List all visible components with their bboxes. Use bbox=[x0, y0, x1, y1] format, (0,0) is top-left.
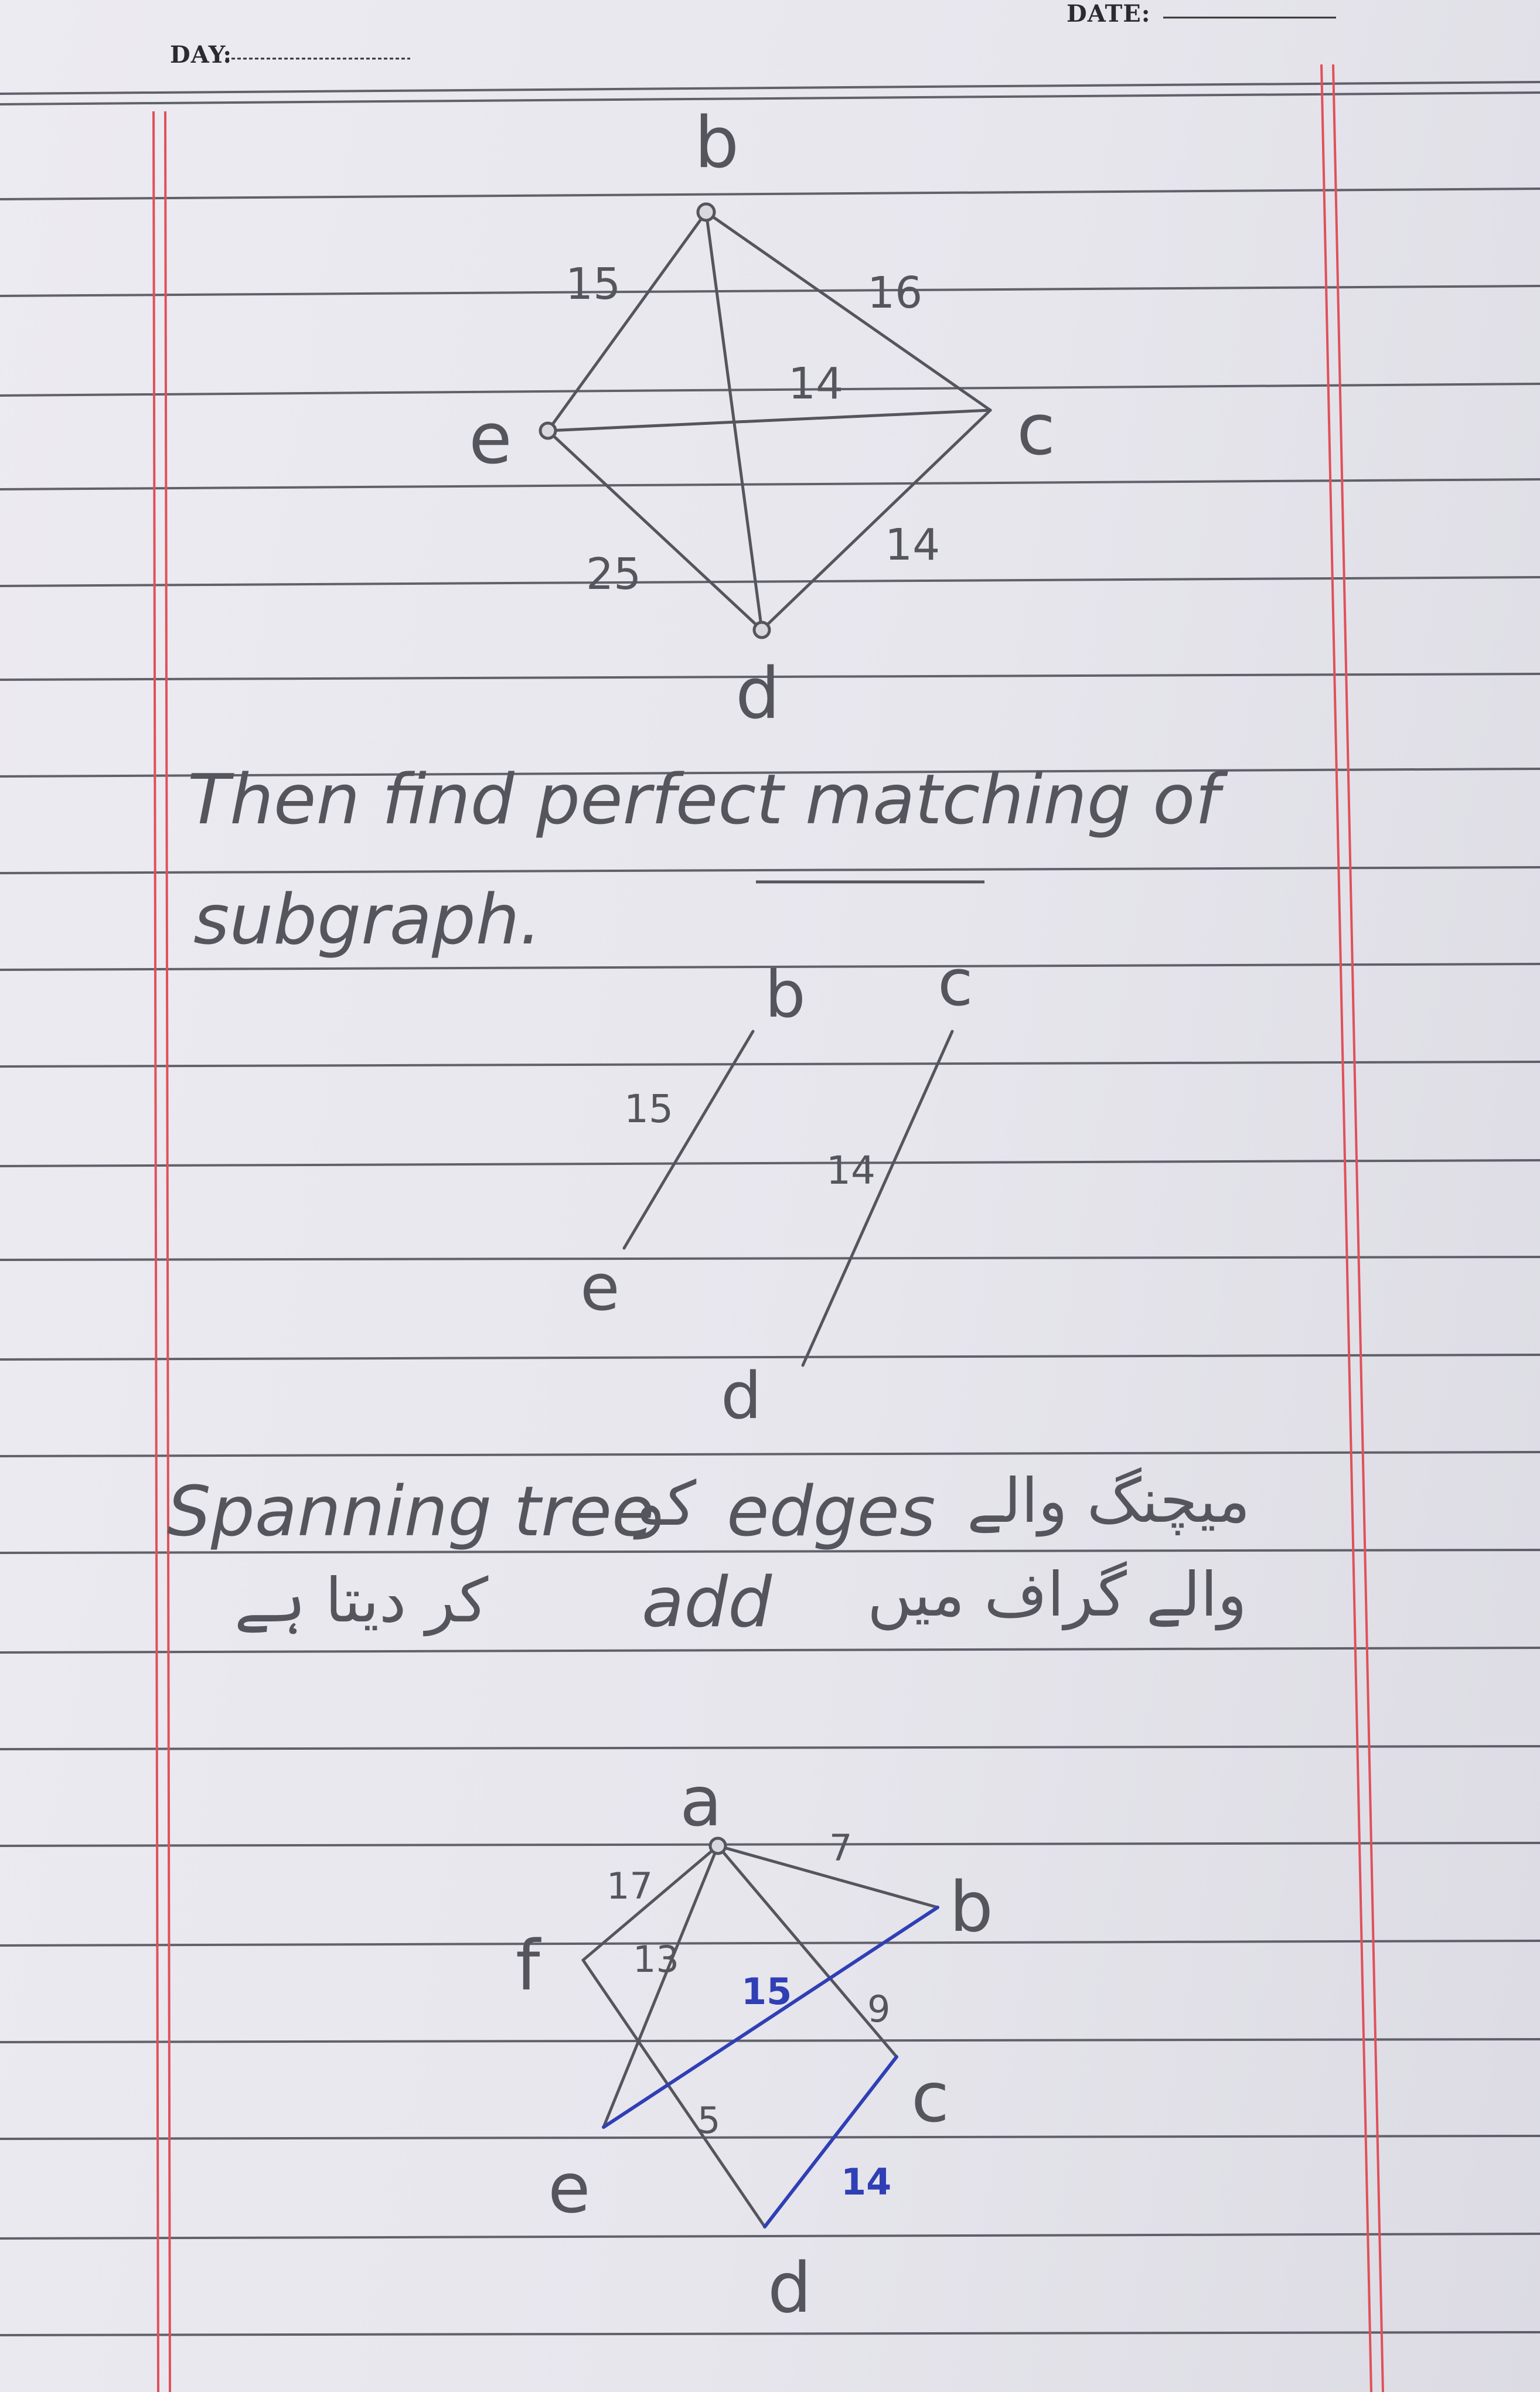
label-b: b bbox=[949, 1866, 993, 1947]
note-line-2: subgraph. bbox=[193, 879, 542, 960]
weight-a-c: 9 bbox=[867, 1988, 891, 2030]
day-label: DAY: bbox=[170, 41, 233, 69]
note2-edges: edges bbox=[727, 1471, 936, 1552]
label-e: e bbox=[548, 2148, 591, 2229]
weight-c-d: 14 bbox=[826, 1148, 875, 1193]
weight-f-d: 5 bbox=[697, 2099, 721, 2142]
label-d: d bbox=[721, 1358, 762, 1433]
edge-a-b bbox=[718, 1846, 938, 1907]
note2-urdu-matching-wale: میچنگ والے bbox=[967, 1465, 1251, 1536]
label-c: c bbox=[1017, 390, 1055, 471]
label-c: c bbox=[938, 945, 973, 1020]
weight-b-c: 16 bbox=[867, 268, 923, 318]
note2-spanning-tree: Spanning tree bbox=[167, 1471, 655, 1552]
weight-c-d: 14 bbox=[841, 2161, 892, 2203]
date-label: DATE: bbox=[1067, 0, 1151, 28]
weight-a-b: 7 bbox=[829, 1827, 853, 1869]
label-c: c bbox=[911, 2057, 949, 2138]
label-a: a bbox=[680, 1761, 723, 1842]
weight-e-d: 25 bbox=[586, 549, 642, 599]
weight-a-e: 13 bbox=[633, 1938, 679, 1981]
label-e: e bbox=[469, 398, 512, 480]
label-b: b bbox=[694, 103, 740, 184]
label-d: d bbox=[768, 2247, 812, 2328]
weight-b-e: 15 bbox=[624, 1086, 673, 1132]
weight-e-c: 14 bbox=[788, 359, 844, 409]
label-e: e bbox=[580, 1250, 620, 1325]
label-f: f bbox=[516, 1925, 540, 2006]
note2-add: add bbox=[642, 1562, 772, 1643]
edge-f-d bbox=[583, 1960, 765, 2227]
note-line-1: Then find perfect matching of bbox=[188, 759, 1219, 840]
note2-urdu-kar-deta-hai: کر دیتا ہے bbox=[234, 1565, 489, 1636]
weight-e-b: 15 bbox=[741, 1970, 792, 2013]
note2-urdu-graph-mein: والے گراف میں bbox=[867, 1559, 1247, 1630]
weight-c-d: 14 bbox=[885, 520, 941, 570]
weight-b-e: 15 bbox=[565, 259, 621, 309]
label-b: b bbox=[765, 957, 806, 1032]
note2-urdu-ko: کو bbox=[636, 1468, 697, 1539]
weight-a-f: 17 bbox=[607, 1865, 653, 1907]
label-d: d bbox=[735, 653, 781, 735]
